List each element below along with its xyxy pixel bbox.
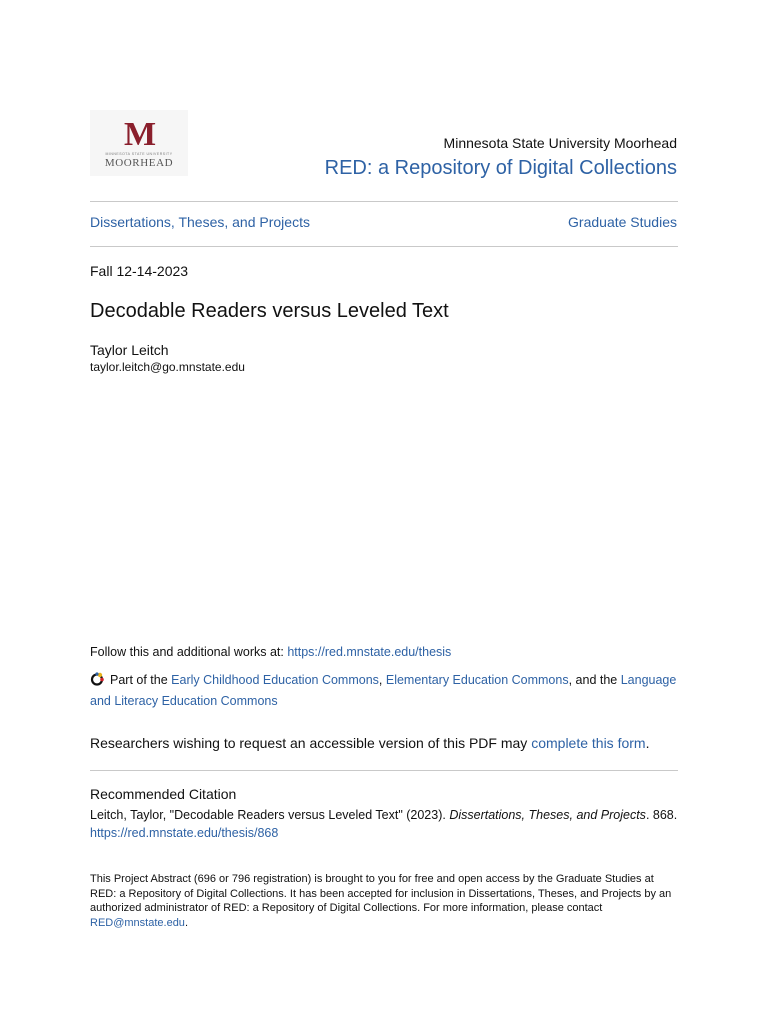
citation-url-link[interactable]: https://red.mnstate.edu/thesis/868 (90, 826, 279, 840)
follow-prefix: Follow this and additional works at: (90, 645, 288, 659)
citation-number: . 868. (645, 808, 678, 822)
complete-form-link[interactable]: complete this form (531, 735, 646, 751)
follow-line (90, 645, 451, 659)
logo-small-text: MINNESOTA STATE UNIVERSITY (105, 152, 173, 156)
early-childhood-commons-link[interactable]: Early Childhood Education Commons (171, 673, 379, 687)
divider (90, 770, 678, 771)
commons-network-icon (90, 672, 104, 686)
accessible-version-note (90, 735, 649, 751)
divider (90, 201, 678, 202)
language-literacy-commons-link[interactable]: Language and Literacy Education Commons (90, 673, 677, 708)
paper-title: Decodable Readers versus Leveled Text (90, 300, 449, 322)
separator: , (378, 673, 386, 687)
notice-text: This Project Abstract (696 or 796 registration) is brought to you for free and open access by the Graduate Studies at RED: a Repository of Digital Collections. It has been accepted for inclusion in Dissertations, Theses, and Projects by an authorized administrator of RED: a Repository of Digital Collections. For more information, please contact (90, 873, 672, 914)
citation-heading: Recommended Citation (90, 786, 237, 802)
elementary-education-commons-link[interactable]: Elementary Education Commons (385, 673, 569, 687)
author-name: Taylor Leitch (90, 342, 169, 358)
access-notice (90, 872, 680, 930)
logo-wordmark: MOORHEAD (104, 157, 174, 169)
separator: , and the (568, 673, 621, 687)
author-email: taylor.leitch@go.mnstate.edu (90, 360, 245, 374)
repository-link[interactable]: RED: a Repository of Digital Collections (324, 157, 677, 179)
part-of-commons (90, 670, 680, 712)
part-of-prefix: Part of the (110, 673, 172, 687)
collection-link[interactable]: Dissertations, Theses, and Projects (90, 214, 310, 230)
thesis-collection-link[interactable]: https://red.mnstate.edu/thesis (287, 645, 452, 659)
moorhead-logo (90, 110, 188, 176)
citation-series: Dissertations, Theses, and Projects (449, 808, 646, 822)
university-name: Minnesota State University Moorhead (443, 135, 677, 151)
researchers-prefix: Researchers wishing to request an accessible version of this PDF may (90, 735, 532, 751)
department-link[interactable]: Graduate Studies (568, 214, 677, 230)
notice-suffix: . (184, 916, 188, 929)
researchers-suffix: . (645, 735, 650, 751)
m-logo-mark: M (124, 116, 155, 153)
contact-email-link[interactable]: RED@mnstate.edu (90, 916, 185, 929)
citation-text: Leitch, Taylor, "Decodable Readers versus Leveled Text" (2023). (90, 808, 450, 822)
divider (90, 246, 678, 247)
citation-body (90, 806, 680, 842)
publication-date: Fall 12-14-2023 (90, 263, 189, 279)
